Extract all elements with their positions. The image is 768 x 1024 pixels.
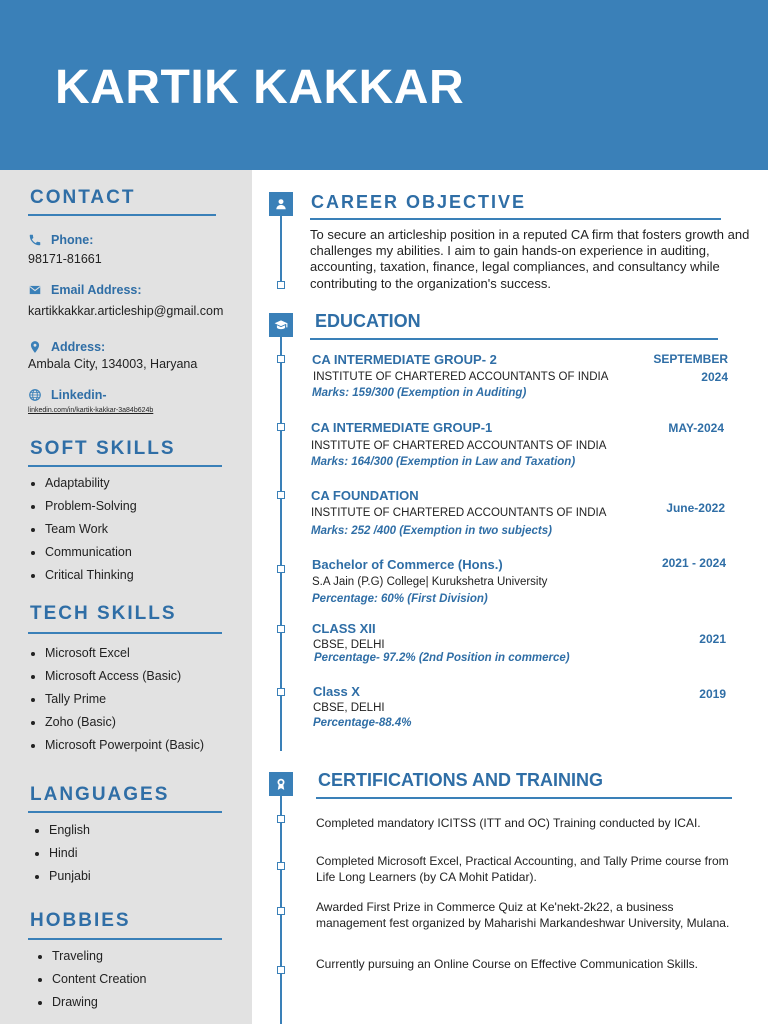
- contact-heading: CONTACT: [30, 187, 136, 208]
- soft-skills-heading: SOFT SKILLS: [30, 438, 176, 459]
- sidebar: [0, 170, 252, 1024]
- certification-item: Completed Microsoft Excel, Practical Accounting, and Tally Prime course from Life Long Learners (by CA Mohit Patidar).: [316, 854, 729, 884]
- hobbies-heading: HOBBIES: [30, 910, 131, 931]
- timeline-node: [277, 281, 285, 289]
- list-item: • Zoho (Basic): [45, 714, 204, 737]
- list-item: • Adaptability: [45, 475, 137, 498]
- email-label-text: Email Address:: [51, 283, 142, 297]
- list-item: • Microsoft Powerpoint (Basic): [45, 737, 204, 760]
- education-title: CLASS XII: [312, 621, 376, 636]
- certification-item: Awarded First Prize in Commerce Quiz at Ke'nekt-2k22, a business management fest organized by Maharishi Markandeshwar University, Mulana.: [316, 900, 730, 930]
- education-heading: EDUCATION: [315, 311, 421, 331]
- education-icon-box: [269, 313, 293, 337]
- list-item: • Microsoft Access (Basic): [45, 668, 204, 691]
- languages-heading: LANGUAGES: [30, 784, 170, 805]
- education-institution: CBSE, DELHI: [313, 639, 385, 651]
- education-institution: INSTITUTE OF CHARTERED ACCOUNTANTS OF INDIA: [313, 371, 609, 383]
- education-title: Bachelor of Commerce (Hons.): [312, 557, 503, 572]
- address-label-text: Address:: [51, 340, 106, 354]
- candidate-name: KARTIK KAKKAR: [55, 61, 465, 114]
- list-item: • Punjabi: [49, 868, 91, 891]
- hobbies-divider: [28, 938, 222, 940]
- globe-icon: [28, 388, 42, 402]
- career-icon-box: [269, 192, 293, 216]
- list-item: • Tally Prime: [45, 691, 204, 714]
- list-item: • Communication: [45, 544, 137, 567]
- education-date: 2021 - 2024: [661, 556, 726, 570]
- education-institution: CBSE, DELHI: [313, 702, 385, 714]
- education-institution: INSTITUTE OF CHARTERED ACCOUNTANTS OF INDIA: [311, 440, 607, 452]
- linkedin-label: [28, 388, 107, 402]
- career-heading: CAREER OBJECTIVE: [311, 192, 527, 212]
- award-icon: [274, 777, 288, 791]
- timeline-node: [277, 565, 285, 573]
- graduation-cap-icon: [274, 318, 288, 332]
- list-item: • Critical Thinking: [45, 567, 137, 590]
- list-item: • English: [49, 822, 91, 845]
- list-item: • Problem-Solving: [45, 498, 137, 521]
- tech-skills-heading: TECH SKILLS: [30, 603, 177, 624]
- address-label: [28, 340, 105, 354]
- timeline-node: [277, 491, 285, 499]
- linkedin-link[interactable]: linkedin.com/in/kartik-kakkar-3a84b624b: [28, 407, 154, 414]
- linkedin-label-text: Linkedin-: [51, 388, 107, 402]
- education-marks: Percentage-88.4%: [313, 717, 412, 729]
- hobbies-list: [35, 948, 147, 1017]
- soft-skills-list: [28, 475, 137, 590]
- header-banner: [0, 0, 768, 170]
- education-date: June-2022: [666, 501, 725, 515]
- timeline-node: [277, 907, 285, 915]
- timeline-node: [277, 966, 285, 974]
- timeline-node: [277, 625, 285, 633]
- list-item: • Traveling: [52, 948, 147, 971]
- education-date: MAY-2024: [668, 421, 724, 435]
- timeline-node: [277, 862, 285, 870]
- career-divider: [310, 218, 721, 220]
- education-title: Class X: [313, 684, 360, 699]
- address-value: Ambala City, 134003, Haryana: [28, 357, 198, 371]
- certifications-icon-box: [269, 772, 293, 796]
- education-marks: Marks: 159/300 (Exemption in Auditing): [312, 387, 527, 399]
- email-label: [28, 283, 142, 297]
- education-marks: Percentage: 60% (First Division): [312, 593, 488, 605]
- education-institution: S.A Jain (P.G) College| Kurukshetra University: [312, 576, 548, 588]
- education-date: SEPTEMBER: [653, 352, 728, 366]
- education-title: CA INTERMEDIATE GROUP- 2: [312, 352, 497, 367]
- certification-item: Completed mandatory ICITSS (ITT and OC) Training conducted by ICAI.: [316, 816, 701, 830]
- list-item: • Team Work: [45, 521, 137, 544]
- languages-divider: [28, 811, 222, 813]
- phone-icon: [28, 233, 42, 247]
- contact-divider: [28, 214, 216, 216]
- phone-label: [28, 233, 93, 247]
- education-title: CA FOUNDATION: [311, 488, 419, 503]
- education-marks: Percentage- 97.2% (2nd Position in commerce): [314, 652, 570, 664]
- education-title: CA INTERMEDIATE GROUP-1: [311, 420, 493, 435]
- languages-list: [32, 822, 91, 891]
- tech-skills-list: [28, 645, 204, 760]
- timeline-line: [280, 318, 282, 751]
- list-item: • Hindi: [49, 845, 91, 868]
- list-item: • Microsoft Excel: [45, 645, 204, 668]
- timeline-line: [280, 204, 282, 287]
- education-date: 2019: [699, 687, 726, 701]
- timeline-node: [277, 355, 285, 363]
- education-marks: Marks: 164/300 (Exemption in Law and Taxation): [311, 456, 576, 468]
- education-divider: [310, 338, 718, 340]
- email-value[interactable]: kartikkakkar.articleship@gmail.com: [28, 304, 224, 318]
- phone-value: 98171-81661: [28, 252, 102, 266]
- timeline-node: [277, 423, 285, 431]
- location-icon: [28, 340, 42, 354]
- tech-skills-divider: [28, 632, 222, 634]
- education-date: 2024: [701, 370, 728, 384]
- education-institution: INSTITUTE OF CHARTERED ACCOUNTANTS OF INDIA: [311, 507, 607, 519]
- certifications-heading: CERTIFICATIONS AND TRAINING: [318, 770, 603, 790]
- career-text: To secure an articleship position in a reputed CA firm that fosters growth and challenges my abilities. I aim to gain hands-on experience in auditing, accounting, taxation, finance, legal compliances, and consultancy while contributing to the organization's success.: [310, 227, 750, 291]
- certification-item: Currently pursuing an Online Course on Effective Communication Skills.: [316, 957, 698, 971]
- certifications-divider: [316, 797, 732, 799]
- user-icon: [274, 197, 288, 211]
- education-date: 2021: [699, 632, 726, 646]
- phone-label-text: Phone:: [51, 233, 94, 247]
- education-marks: Marks: 252 /400 (Exemption in two subjects): [311, 525, 552, 537]
- timeline-node: [277, 688, 285, 696]
- email-icon: [28, 283, 42, 297]
- list-item: • Content Creation: [52, 971, 147, 994]
- timeline-node: [277, 815, 285, 823]
- soft-skills-divider: [28, 465, 222, 467]
- list-item: • Drawing: [52, 994, 147, 1017]
